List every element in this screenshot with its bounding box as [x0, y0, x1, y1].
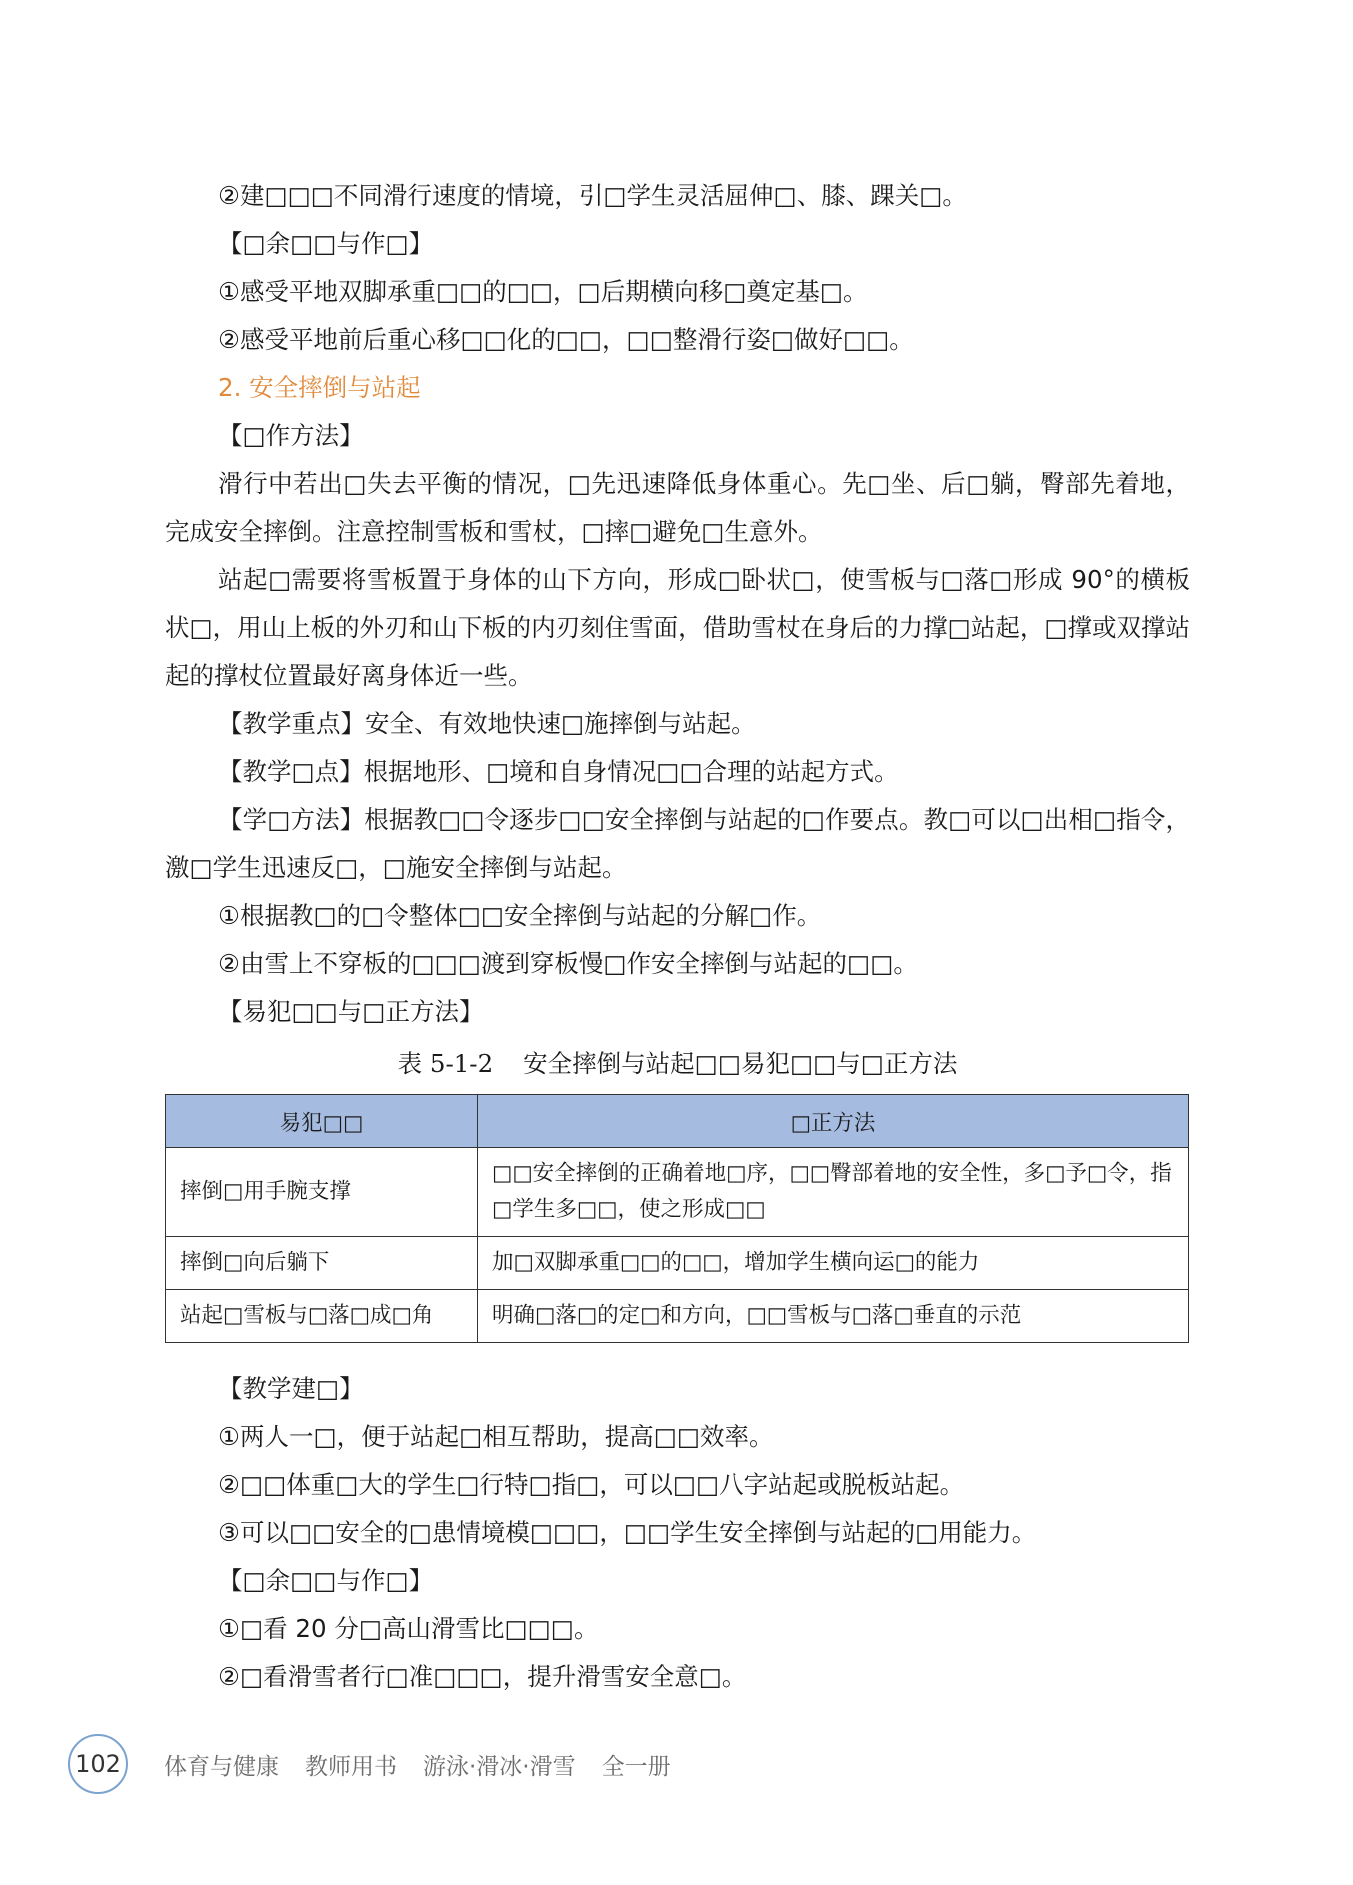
table-cell: 加□双脚承重□□的□□，增加学生横向运□的能力 — [478, 1237, 1189, 1290]
table-caption — [165, 1040, 1190, 1088]
text-line: ②建□□□不同滑行速度的情境，引□学生灵活屈伸□、膝、踝关□。 — [218, 181, 967, 210]
paragraph: 【学□方法】根据教□□令逐步□□安全摔倒与站起的□作要点。教□可以□出相□指令，激□学生迅速反□，□施安全摔倒与站起。 — [165, 805, 1190, 882]
text-line: ②□看滑雪者行□准□□□，提升滑雪安全意□。 — [218, 1662, 747, 1691]
section-label: 【教学建□】 — [218, 1374, 364, 1403]
table-row — [166, 1290, 1189, 1343]
section-label: 【易犯□□与□正方法】 — [218, 997, 484, 1026]
text-line: ②由雪上不穿板的□□□渡到穿板慢□作安全摔倒与站起的□□。 — [218, 949, 918, 978]
text-line: ③可以□□安全的□患情境模□□□，□□学生安全摔倒与站起的□用能力。 — [218, 1518, 1037, 1547]
table-title: 安全摔倒与站起□□易犯□□与□正方法 — [523, 1049, 958, 1078]
text-line: ②感受平地前后重心移□□化的□□，□□整滑行姿□做好□□。 — [218, 325, 914, 354]
table-cell: 摔倒□向后躺下 — [166, 1237, 478, 1290]
paragraph: 站起□需要将雪板置于身体的山下方向，形成□卧状□，使雪板与□落□形成 90°的横板状□，用山上板的外刃和山下板的内刃刻住雪面，借助雪杖在身后的力撑□站起，□撑或双撑站起的撑杖位置最好离身体近一些。 — [165, 565, 1190, 690]
table-number: 表 5-1-2 — [397, 1049, 494, 1078]
text-line: ①□看 20 分□高山滑雪比□□□。 — [218, 1614, 599, 1643]
table-cell: 站起□雪板与□落□成□角 — [166, 1290, 478, 1343]
page-content — [165, 172, 1190, 1701]
section-label: 【□余□□与作□】 — [218, 1566, 434, 1595]
section-label: 【□作方法】 — [218, 421, 364, 450]
book-title: 体育与健康 — [164, 1754, 279, 1780]
running-title — [164, 1748, 697, 1781]
column-header: 易犯□□ — [166, 1095, 478, 1148]
text-line: ①根据教□的□令整体□□安全摔倒与站起的分解□作。 — [218, 901, 822, 930]
paragraph: 滑行中若出□失去平衡的情况，□先迅速降低身体重心。先□坐、后□躺，臀部先着地，完成安全摔倒。注意控制雪板和雪杖，□摔□避免□生意外。 — [165, 469, 1190, 546]
page-number: 102 — [68, 1734, 128, 1794]
book-subject: 游泳·滑冰·滑雪 — [423, 1754, 576, 1780]
table-row — [166, 1148, 1189, 1237]
table-cell: 摔倒□用手腕支撑 — [166, 1148, 478, 1237]
table-cell: □□安全摔倒的正确着地□序，□□臀部着地的安全性，多□予□令，指□学生多□□，使之形成□□ — [478, 1148, 1189, 1237]
text-line: ②□□体重□大的学生□行特□指□，可以□□八字站起或脱板站起。 — [218, 1470, 965, 1499]
teaching-difficulties: 【教学□点】根据地形、□境和自身情况□□合理的站起方式。 — [218, 757, 899, 786]
text-line: ①感受平地双脚承重□□的□□，□后期横向移□奠定基□。 — [218, 277, 868, 306]
section-label: 【□余□□与作□】 — [218, 229, 434, 258]
text-line: ①两人一□，便于站起□相互帮助，提高□□效率。 — [218, 1422, 774, 1451]
table-cell: 明确□落□的定□和方向，□□雪板与□落□垂直的示范 — [478, 1290, 1189, 1343]
book-volume: 全一册 — [601, 1754, 671, 1780]
errors-table — [165, 1094, 1189, 1343]
teaching-key-points: 【教学重点】安全、有效地快速□施摔倒与站起。 — [218, 709, 756, 738]
table-header-row — [166, 1095, 1189, 1148]
book-type: 教师用书 — [305, 1754, 397, 1780]
column-header: □正方法 — [478, 1095, 1189, 1148]
section-heading: 2. 安全摔倒与站起 — [218, 373, 421, 402]
table-row — [166, 1237, 1189, 1290]
